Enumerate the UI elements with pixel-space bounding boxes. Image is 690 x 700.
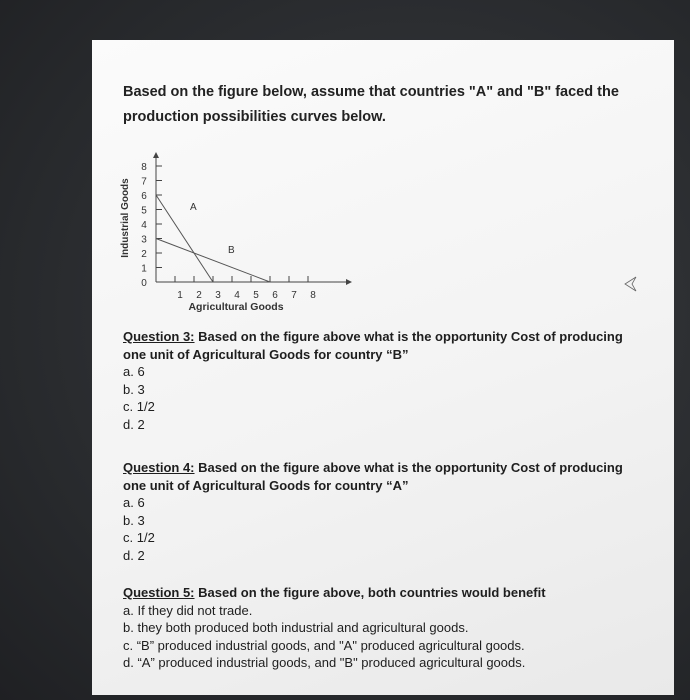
question-4-option-c: c. 1/2 (123, 530, 155, 545)
x-tick-label: 2 (196, 290, 202, 301)
x-tick-label: 6 (272, 290, 278, 301)
y-tick-label: 3 (141, 234, 147, 246)
y-tick-label: 5 (141, 205, 147, 217)
ppc-curves (156, 195, 270, 282)
x-tick-label: 8 (310, 290, 316, 301)
question-3-number: Question 3: (123, 329, 195, 344)
question-5-option-b: b. they both produced both industrial and agricultural goods. (123, 620, 469, 635)
question-5-number: Question 5: (123, 585, 195, 600)
ppc-line-a (156, 195, 213, 282)
x-tick-label: 1 (177, 290, 183, 301)
x-tick-labels (177, 290, 316, 301)
question-5-text: Based on the figure above, both countries would benefit (194, 585, 546, 600)
question-3 (123, 328, 643, 433)
question-5-prompt (123, 584, 643, 602)
y-tick-label: 0 (141, 278, 147, 289)
question-3-option-d: d. 2 (123, 416, 145, 432)
y-tick-marks (156, 166, 162, 268)
x-tick-label: 7 (291, 290, 297, 301)
question-5-option-a: a. If they did not trade. (123, 602, 253, 618)
y-tick-label: 8 (141, 162, 147, 173)
y-axis-arrow-icon (153, 152, 159, 158)
question-5-option-d: d. “A” produced industrial goods, and "B" produced agricultural goods. (123, 655, 526, 670)
y-tick-labels (141, 162, 147, 289)
question-4 (123, 459, 643, 564)
document-page (92, 40, 674, 695)
x-axis-label: Agricultural Goods (188, 301, 284, 313)
y-tick-label: 2 (141, 249, 147, 260)
question-3-prompt (123, 328, 643, 363)
y-axis-label: Industrial Goods (120, 178, 131, 258)
intro-text: Based on the figure below, assume that countries "A" and "B" faced the production possibilities curves below. (123, 84, 619, 125)
question-3-option-c: c. 1/2 (123, 399, 155, 414)
question-3-option-b: b. 3 (123, 381, 145, 397)
curve-a-label: A (190, 202, 197, 213)
question-4-option-d: d. 2 (123, 547, 145, 563)
x-axis-arrow-icon (346, 279, 352, 285)
question-4-number: Question 4: (123, 460, 195, 475)
question-5 (123, 584, 643, 672)
y-tick-label: 6 (141, 191, 147, 202)
y-tick-label: 7 (141, 176, 147, 188)
y-tick-label: 1 (141, 263, 147, 275)
question-3-text: Based on the figure above what is the opportunity Cost of producing one unit of Agricultural Goods for country “B” (123, 329, 623, 362)
question-5-option-c: c. “B” produced industrial goods, and "A" produced agricultural goods. (123, 637, 525, 653)
question-4-option-b: b. 3 (123, 512, 145, 528)
y-tick-label: 4 (141, 220, 147, 231)
x-tick-label: 3 (215, 290, 221, 301)
question-4-prompt (123, 459, 643, 494)
curve-b-label: B (228, 245, 235, 256)
question-3-option-a: a. 6 (123, 364, 145, 379)
mouse-cursor-icon (624, 276, 638, 292)
x-tick-label: 4 (234, 290, 240, 301)
x-tick-label: 5 (253, 290, 259, 301)
ppc-line-b (156, 239, 270, 283)
question-4-option-a: a. 6 (123, 495, 145, 510)
question-4-text: Based on the figure above what is the opportunity Cost of producing one unit of Agricultural Goods for country “A” (123, 460, 623, 493)
x-tick-marks (175, 276, 308, 282)
